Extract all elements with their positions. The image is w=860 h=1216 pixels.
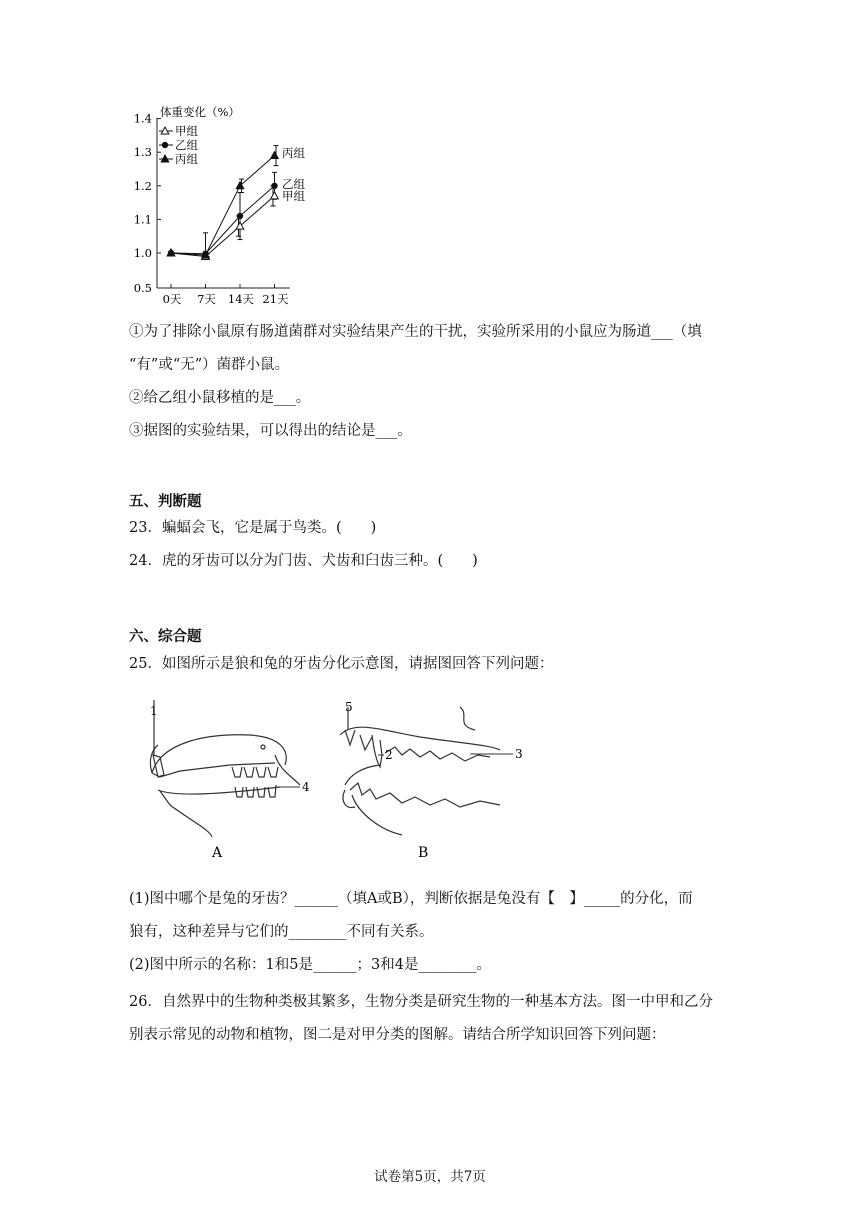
- page-footer: 试卷第5页，共7页: [374, 1169, 486, 1185]
- question-23: 23．蝙蝠会飞，它是属于鸟类。( ): [129, 520, 377, 536]
- label-2: 2: [385, 748, 393, 762]
- label-4: 4: [302, 780, 310, 794]
- y-tick-label: 0.5: [133, 281, 152, 295]
- y-tick-label: 1.2: [133, 178, 152, 193]
- data-point-1: [271, 183, 277, 189]
- y-tick-label: 1.4: [133, 111, 152, 126]
- x-tick-label: 21天: [262, 292, 289, 306]
- label-B: B: [418, 845, 429, 861]
- body-weight-chart: [120, 100, 340, 310]
- x-tick-label: 7天: [197, 292, 216, 306]
- x-tick-label: 14天: [227, 292, 255, 306]
- chart-ylabel: 体重变化（%）: [160, 105, 240, 119]
- q22-sub3: ③据图的实验结果，可以得出的结论是___。: [129, 423, 412, 439]
- series-end-label: 丙组: [282, 146, 305, 160]
- series-end-label: 甲组: [282, 189, 305, 203]
- legend-label: 丙组: [175, 152, 198, 166]
- data-point-0: [271, 192, 279, 199]
- section6-title: 六、综合题: [129, 628, 202, 645]
- y-tick-label: 1.0: [133, 246, 152, 260]
- data-point-1: [237, 213, 243, 219]
- q22-sub1-line1: ①为了排除小鼠原有肠道菌群对实验结果产生的干扰，实验所采用的小鼠应为肠道___（填: [129, 324, 702, 340]
- question-26-line2: 别表示常见的动物和植物，图二是对甲分类的图解。请结合所学知识回答下列问题：: [129, 1027, 666, 1043]
- section5-title: 五、判断题: [129, 493, 202, 510]
- question-25-part1-line1: (1)图中哪个是兔的牙齿？______（填A或B），判断依据是兔没有【 】_____的分化，而: [129, 891, 693, 907]
- y-tick-label: 1.3: [133, 145, 152, 160]
- label-5: 5: [345, 700, 353, 714]
- series-end-label: 乙组: [282, 177, 305, 191]
- q22-sub1-line2: “有”或“无”）菌群小鼠。: [129, 357, 290, 373]
- legend-marker: [162, 142, 168, 148]
- question-25-part2: (2)图中所示的名称：1和5是______；3和4是________。: [129, 957, 491, 973]
- legend-label: 乙组: [175, 138, 198, 152]
- skull-A-drawing: [150, 700, 300, 837]
- legend-label: 甲组: [175, 124, 198, 138]
- teeth-figure: [140, 695, 540, 865]
- x-tick-label: 0天: [162, 292, 182, 306]
- q22-sub2: ②给乙组小鼠移植的是___。: [129, 390, 311, 406]
- question-24: 24．虎的牙齿可以分为门齿、犬齿和臼齿三种。( ): [129, 553, 478, 569]
- question-26-line1: 26．自然界中的生物种类极其繁多，生物分类是研究生物的一种基本方法。图一中甲和乙分: [129, 994, 713, 1010]
- question-25: 25．如图所示是狼和兔的牙齿分化示意图，请据图回答下列问题：: [129, 656, 554, 672]
- label-A: A: [212, 845, 223, 861]
- skull-B-drawing: [340, 707, 500, 835]
- series-line-0: [171, 196, 275, 257]
- label-3: 3: [515, 747, 523, 761]
- label-1: 1: [150, 704, 158, 718]
- question-25-part1-line2: 狼有，这种差异与它们的________不同有关系。: [129, 924, 434, 940]
- series-line-2: [171, 156, 275, 256]
- y-tick-label: 1.1: [133, 212, 152, 227]
- data-point-2: [271, 152, 279, 159]
